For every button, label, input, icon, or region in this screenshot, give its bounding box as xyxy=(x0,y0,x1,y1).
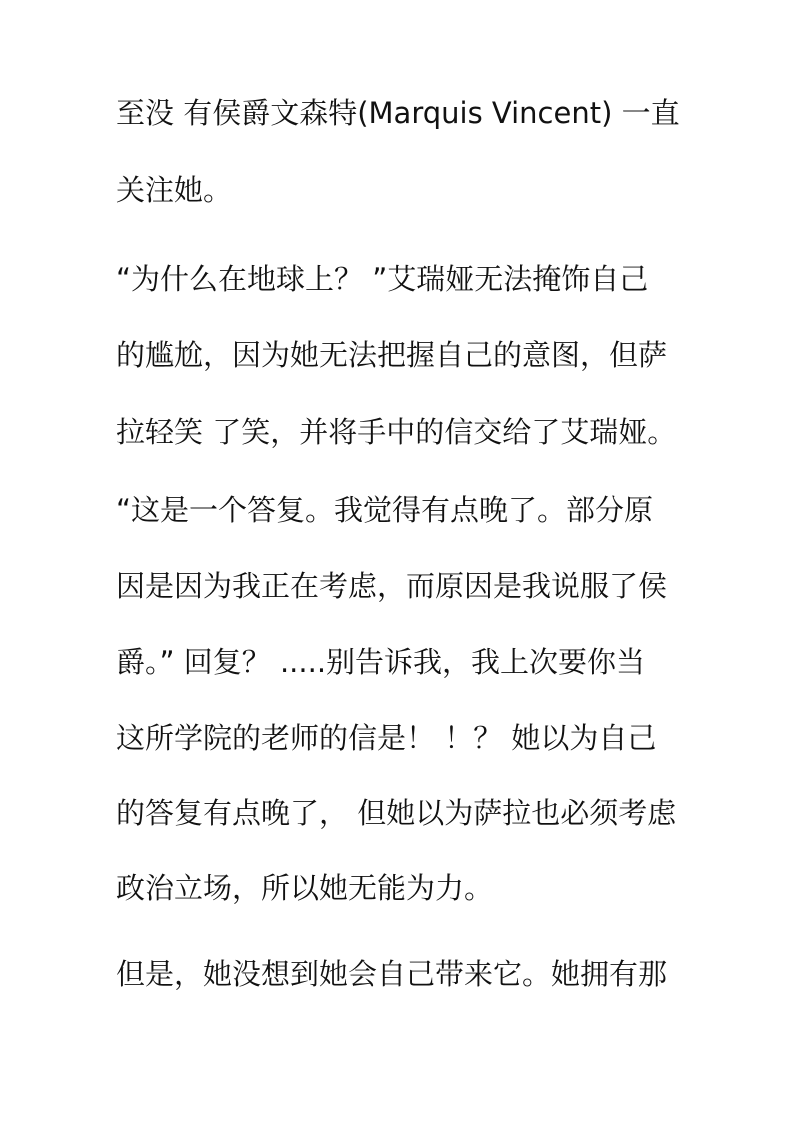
text-line: 因是因为我正在考虑，而原因是我说服了侯 xyxy=(116,569,668,603)
text-line: 政治立场，所以她无能为力。 xyxy=(116,871,494,905)
text-line: 至没 有侯爵文森特(Marquis Vincent) 一直 xyxy=(116,96,680,130)
text-line: “这是一个答复。我觉得有点晚了。部分原 xyxy=(116,493,654,527)
text-line: 这所学院的老师的信是！ ！？ 她以为自己 xyxy=(116,721,657,755)
text-line: 但是，她没想到她会自己带来它。她拥有那 xyxy=(116,957,668,991)
text-line: 拉轻笑 了笑，并将手中的信交给了艾瑞娅。 xyxy=(116,415,677,449)
text-line: 的尴尬，因为她无法把握自己的意图，但萨 xyxy=(116,338,668,372)
text-line: “为什么在地球上？ ”艾瑞娅无法掩饰自己 xyxy=(116,262,649,296)
text-line: 关注她。 xyxy=(116,173,233,207)
text-line: 爵。” 回复？ .....别告诉我，我上次要你当 xyxy=(116,645,646,679)
text-line: 的答复有点晚了， 但她以为萨拉也必须考虑 xyxy=(116,796,677,830)
